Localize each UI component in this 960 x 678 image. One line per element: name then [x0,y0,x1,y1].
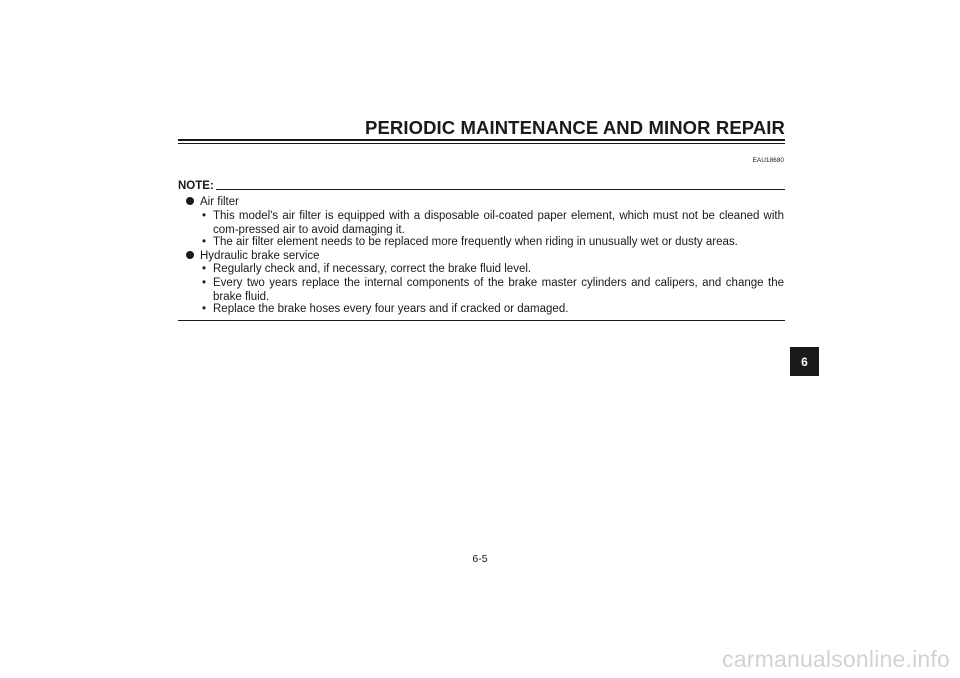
note-subitem-text: Regularly check and, if necessary, correct the brake fluid level. [213,263,532,275]
note-subitem [202,262,784,276]
page-title: PERIODIC MAINTENANCE AND MINOR REPAIR [365,117,785,138]
note-subitem-text: This model's air filter is equipped with a disposable oil-coated paper element, which must not be cleaned with com-pressed air to avoid damaging it. [213,210,784,236]
chapter-tab: 6 [790,347,819,376]
small-bullet-icon: • [202,277,207,289]
note-top-rule [216,189,785,190]
note-subitem [202,235,784,249]
note-item-label: Hydraulic brake service [200,250,320,262]
small-bullet-icon: • [202,236,207,248]
note-item-label: Air filter [200,196,239,208]
reference-code: EAU18680 [752,157,784,164]
title-rule-thick [178,139,785,141]
note-subitem-text: Replace the brake hoses every four years and if cracked or damaged. [213,303,569,315]
small-bullet-icon: • [202,303,207,315]
note-subitem [202,209,784,237]
note-subitem-text: Every two years replace the internal components of the brake master cylinders and calipers, and change the brake fluid. [213,277,784,303]
title-rule-thin [178,143,785,144]
filled-circle-bullet-icon [186,197,194,205]
note-heading: NOTE: [178,180,214,192]
note-subitem-text: The air filter element needs to be replaced more frequently when riding in unusually wet or dusty areas. [213,236,738,248]
watermark: carmanualsonline.info [722,646,950,672]
page-number: 6-5 [472,553,488,565]
small-bullet-icon: • [202,263,207,275]
note-subitem [202,276,784,304]
note-subitem [202,302,784,316]
note-bottom-rule [178,320,785,321]
small-bullet-icon: • [202,210,207,222]
filled-circle-bullet-icon [186,251,194,259]
